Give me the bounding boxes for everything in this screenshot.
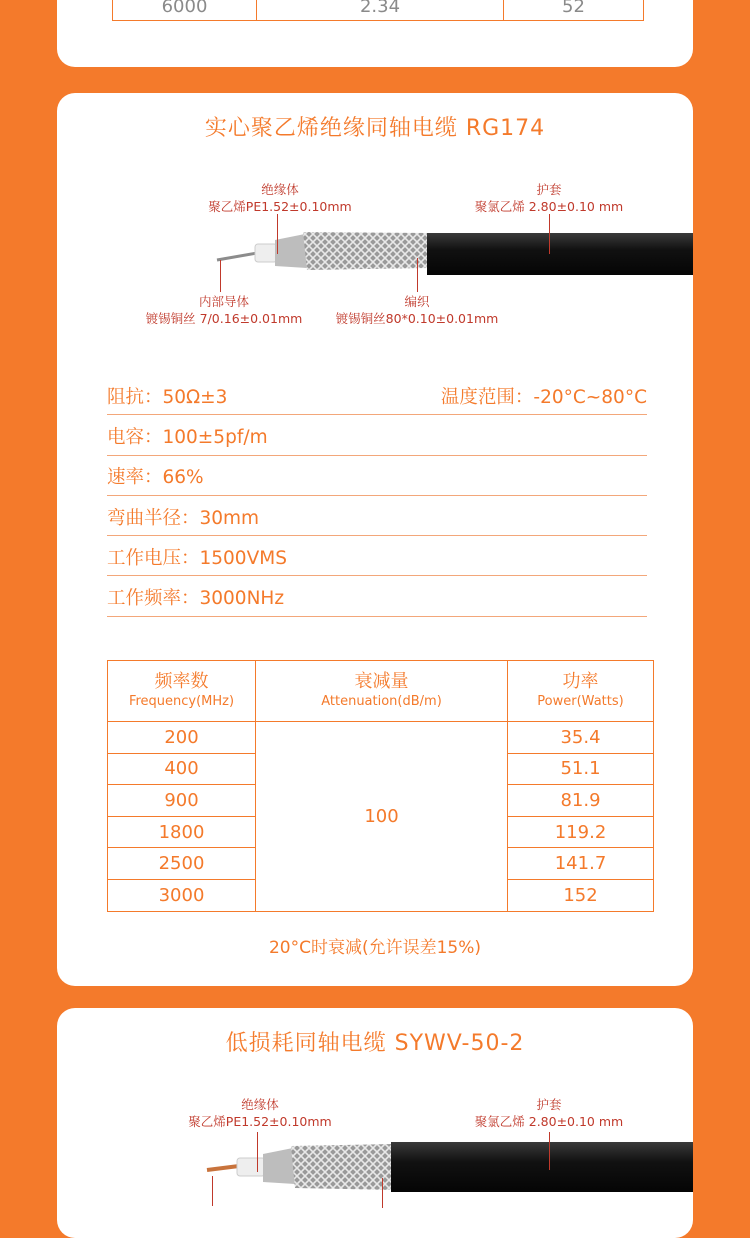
spec-row-bend-radius [107,496,647,536]
power-cell: 119.2 [508,816,654,848]
table-cell: 6000 [113,0,257,21]
power-cell: 51.1 [508,753,654,785]
callout-label: 护套 [536,182,562,197]
callout-spec: 聚乙烯PE1.52±0.10mm [208,199,352,214]
braid-leader-line [417,258,418,292]
insulator-leader-line [257,1132,258,1172]
power-cell: 35.4 [508,722,654,754]
previous-spec-card [57,0,693,67]
braid-callout [322,293,512,327]
table-cell: 2.34 [257,0,504,21]
braid-leader-line [382,1178,383,1208]
header-attenuation [256,661,508,722]
frequency-cell: 400 [108,753,256,785]
spec-row-impedance [107,375,647,415]
frequency-cell: 3000 [108,879,256,911]
attenuation-cell: 100 [256,722,508,912]
section-title: 实心聚乙烯绝缘同轴电缆 RG174 [204,116,546,141]
power-cell: 141.7 [508,848,654,880]
attenuation-note: 20°C时衰减(允许误差15%) [268,938,482,958]
jacket-leader-line [549,214,550,254]
frequency-cell: 200 [108,722,256,754]
callout-spec: 镀锡铜丝 7/0.16±0.01mm [145,311,303,326]
frequency-spec: 工作频率：3000NHz [107,588,285,610]
voltage-spec: 工作电压：1500VMS [107,547,287,569]
cable-diagram [57,178,693,338]
jacket-callout [469,1096,629,1130]
temperature-spec: 温度范围：-20°C~80°C [440,386,647,408]
jacket-callout [469,181,629,215]
callout-spec: 镀锡铜丝80*0.10±0.01mm [335,311,499,326]
jacket-leader-line [549,1132,550,1170]
capacitance-spec: 电容：100±5pf/m [107,426,268,448]
impedance-spec: 阻抗：50Ω±3 [107,386,228,408]
table-cell: 52 [504,0,644,21]
callout-label: 护套 [536,1097,562,1112]
spec-row-velocity [107,456,647,496]
callout-label: 绝缘体 [261,182,299,197]
conductor-leader-line [212,1176,213,1206]
insulator-callout [200,181,360,215]
frequency-cell: 1800 [108,816,256,848]
header-cn: 衰减量 [354,671,409,692]
header-power [508,661,654,722]
section-title: 低损耗同轴电缆 SYWV-50-2 [225,1031,525,1056]
bend-radius-spec: 弯曲半径：30mm [107,507,260,529]
conductor-callout [129,293,319,327]
velocity-spec: 速率：66% [107,467,204,489]
table-row [113,0,644,21]
table-header-row [108,661,654,722]
header-cn: 功率 [562,671,599,692]
callout-label: 内部导体 [198,294,249,309]
spec-list [107,375,647,617]
header-en: Power(Watts) [537,694,624,709]
spec-row-capacitance [107,415,647,455]
attenuation-table [107,660,654,912]
header-cn: 频率数 [154,671,209,692]
insulator-callout [170,1096,350,1130]
rg174-card [57,93,693,986]
header-en: Frequency(MHz) [128,694,235,709]
power-cell: 152 [508,879,654,911]
previous-attenuation-table [112,0,644,21]
spec-row-frequency [107,576,647,616]
spec-row-voltage [107,536,647,576]
header-en: Attenuation(dB/m) [321,694,442,709]
callout-spec: 聚氯乙烯 2.80±0.10 mm [474,199,624,214]
callout-spec: 聚氯乙烯 2.80±0.10 mm [474,1114,624,1129]
insulator-leader-line [277,214,278,254]
frequency-cell: 2500 [108,848,256,880]
callout-spec: 聚乙烯PE1.52±0.10mm [188,1114,332,1129]
frequency-cell: 900 [108,785,256,817]
sywv-card [57,1008,693,1238]
table-row [108,722,654,754]
conductor-leader-line [220,260,221,292]
callout-label: 编织 [404,294,430,309]
callout-label: 绝缘体 [241,1097,279,1112]
power-cell: 81.9 [508,785,654,817]
header-frequency [108,661,256,722]
